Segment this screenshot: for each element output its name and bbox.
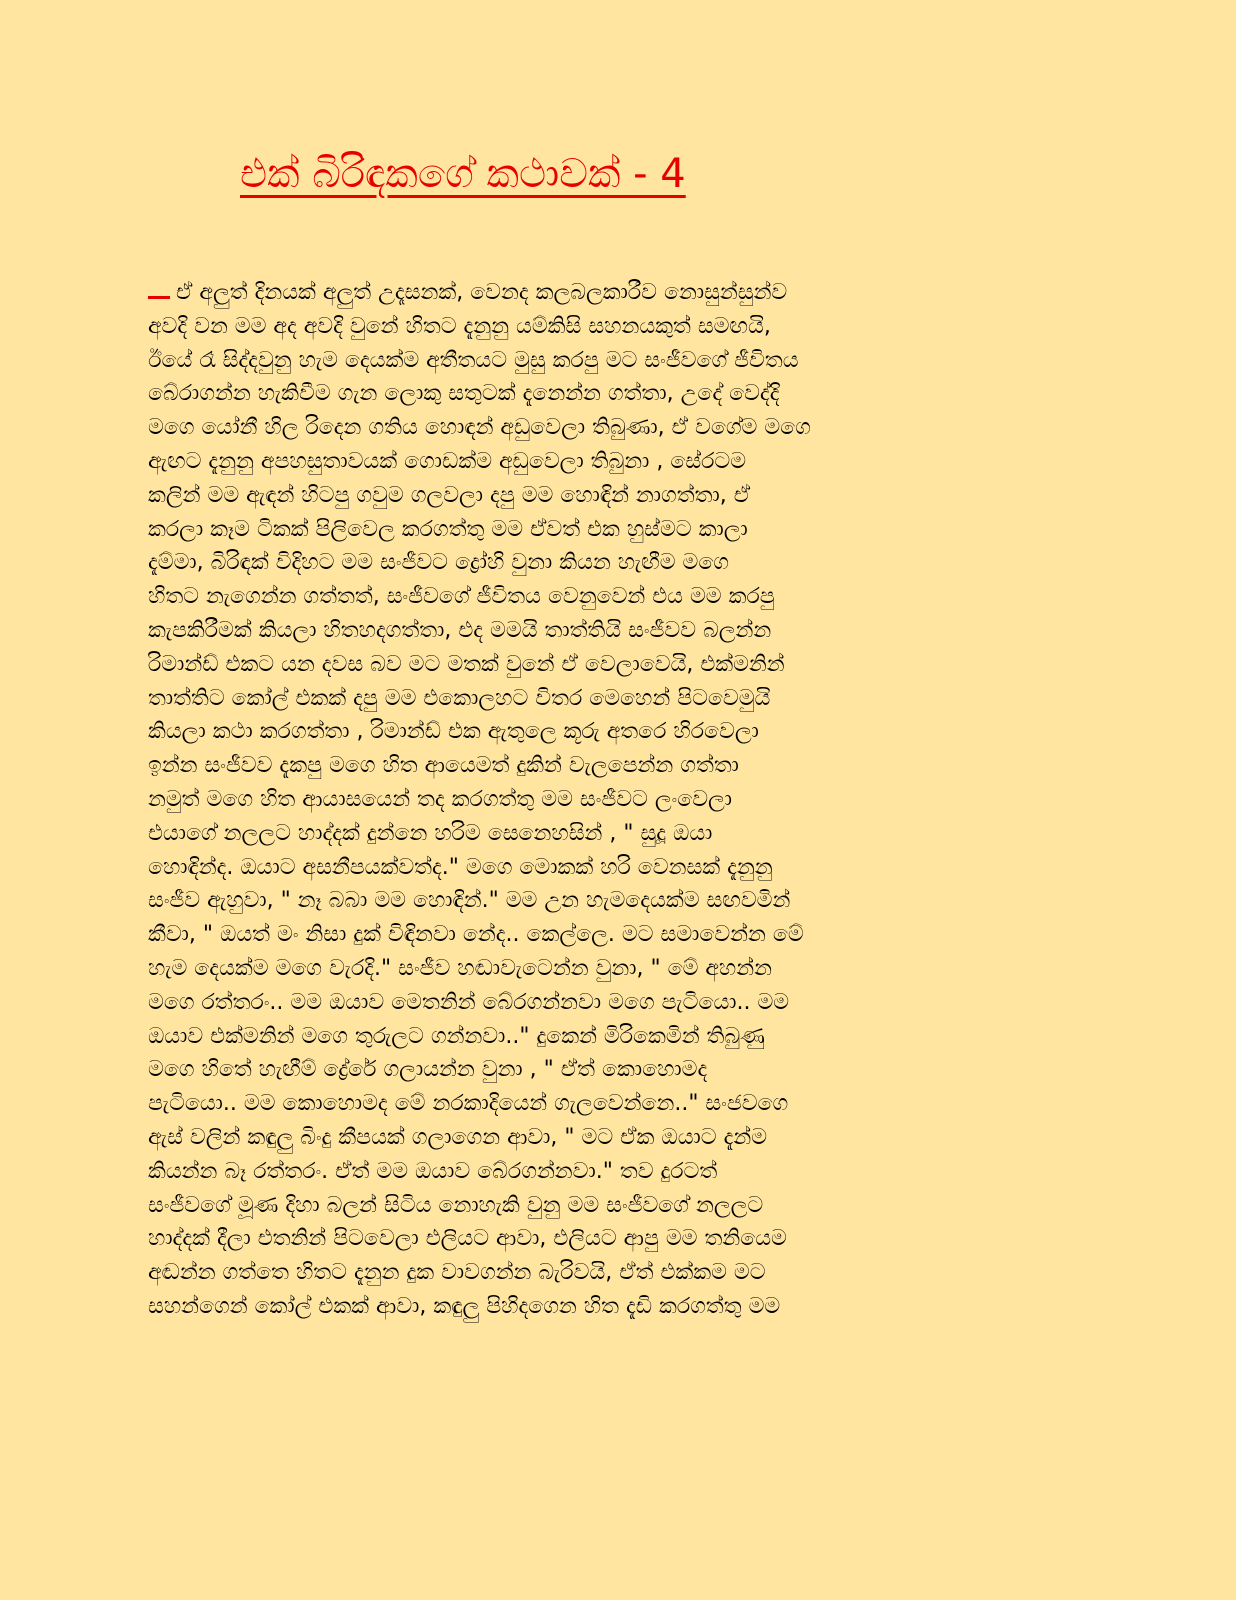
text-line-content: කීවා, " ඔයත් මං නිසා දුක් විඳිනවා නේද.. කෙල්ලෙ. මට සමාවෙන්න මේ (148, 922, 804, 948)
text-line-content: තාත්තිට කෝල් එකක් දපු මම එකොලහට විතර මෙහෙන් පිටවෙමුයි (148, 685, 771, 711)
text-line-content: සංජීවගේ මූණ දිහා බලන් සිටිය නොහැකි වුනු මම සංජීවගේ නලලට (148, 1192, 764, 1218)
text-line-content: ඇස් වලින් කඳුලු බිංදු කීපයක් ගලාගෙන ආවා, " මට ඒක ඔයාට දැන්ම (148, 1124, 768, 1150)
text-line-content: නමුත් මගෙ හිත ආයාසයෙන් තද කරගත්තු මම සංජීවට ලංවෙලා (148, 786, 733, 812)
text-line-content: කැපකිරීමක් කියලා හිතහදගත්තා, එද මමයි තාත්තියි සංජීවව බලන්න (148, 617, 772, 643)
text-line-content: සහන්ගෙන් කෝල් එකක් ආවා, කඳුලු පිහිදගෙන හිත දැඩි කරගත්තු මම (148, 1293, 781, 1319)
text-line (148, 648, 1092, 682)
text-line-content: සංජීව ඇහුවා, " නෑ බබා මම හොඳින්." මම උන හැමදෙයක්ම සඟවමින් (148, 888, 791, 914)
text-line (148, 1189, 1092, 1223)
text-line (148, 310, 1092, 344)
text-line-content: පැටියො.. මම කොහොමද මේ නරකාදියෙන් ගැලවෙන්නෙ.." සංජවගෙ (148, 1091, 789, 1117)
text-line-content: හොඳින්ද. ඔයාට අසනීපයක්වත්ද." මගෙ මොකක් හරි වෙනසක් දැනුනු (148, 854, 773, 880)
text-line (148, 614, 1092, 648)
text-line-content: කලින් මම ඇඳන් හිටපු ගවුම ගලවලා දපු මම හොඳින් නාගත්තා, ඒ (148, 482, 751, 508)
text-line (148, 580, 1092, 614)
text-line-content: හැම දෙයක්ම මගෙ වැරදි." සංජීව හඬාවැටෙන්න වුනා, " මේ අහන්න (148, 955, 772, 981)
text-line (148, 276, 1092, 310)
text-line-content: ඔයාව එක්මනින් මගෙ තුරුලට ගන්නවා.." දුකෙන් මිරිකෙමින් තිබුණු (148, 1023, 765, 1049)
text-line (148, 918, 1092, 952)
paragraph-start-marker (148, 296, 170, 299)
text-line-content: ඒ අලුත් දිනයක් අලුත් උදෑසනක්, වෙනද කලබලකාරීව නොසුන්සුන්ව (176, 280, 788, 305)
text-line (148, 682, 1092, 716)
text-line (148, 411, 1092, 445)
text-line (148, 749, 1092, 783)
text-line-content: මගෙ යෝනී හිල රිදෙන ගතිය හොඳන් අඩුවෙලා තිබුණා, ඒ වගේම මගෙ (148, 415, 811, 441)
text-line (148, 715, 1092, 749)
text-line (148, 1087, 1092, 1121)
text-line-content: අවදි වන මම අද අවදි වුනේ හිතට දැනුනු යම්කිසි සහනයකුත් සමඟයි, (148, 313, 771, 339)
text-line (148, 546, 1092, 580)
text-line (148, 377, 1092, 411)
text-line (148, 783, 1092, 817)
text-line (148, 445, 1092, 479)
text-line (148, 952, 1092, 986)
story-body (148, 276, 1092, 1324)
text-line-content: මගෙ හිතේ හැඟීම් ද්‍රේරේ ගලායන්න වුනා , " ඒත් කොහොමද (148, 1057, 708, 1083)
text-line-content: බේරාගන්න හැකිවීම ගැන ලොකු සතුටක් දැනෙන්න ගත්තා, උදේ වෙද්දි (148, 381, 780, 407)
text-line (148, 1222, 1092, 1256)
text-line (148, 1290, 1092, 1324)
text-line-content: කරලා කෑම ටිකක් පිලිවෙල කරගත්තු මම ඒවත් එක හුස්මට කාලා (148, 516, 748, 542)
text-line-content: ඊයේ රෑ සිද්දවුනු හැම දෙයක්ම අතීතයට මුසු කරපු මට සංජීවගේ ජීවිතය (148, 347, 799, 373)
page-title: එක් බිරිඳකගේ කථාවක් - 4 (240, 151, 686, 197)
text-line (148, 479, 1092, 513)
text-line-content: කියලා කථා කරගත්තා , රිමාන්ඩ් එක ඇතුලෙ කූරු අතරෙ හිරවෙලා (148, 719, 759, 745)
text-line (148, 513, 1092, 547)
text-line-content: දැම්මා, බිරිඳක් විදිහට මම සංජීවට ද්‍රෝහි වුනා කියන හැඟීම මගෙ (148, 550, 730, 576)
text-line (148, 1020, 1092, 1054)
text-line-content: රිමාන්ඩ් එකට යන දවස බව මට මතක් වුනේ ඒ වෙලාවෙයි, එක්මනින් (148, 651, 785, 677)
text-line (148, 1121, 1092, 1155)
text-line-content: එයාගේ නලලට හාද්දක් දුන්නෙ හරිම සෙනෙහසින් , " සුදූ ඔයා (148, 820, 713, 846)
text-line-content: ඉන්න සංජීවව දැකපු මගෙ හිත ආයෙමත් දුකින් වැලපෙන්න ගත්තා (148, 753, 739, 779)
text-line-content: ඇඟට දැනුනු අපහසුතාවයක් ගොඩක්ම අඩුවෙලා තිබුනා , සේරටම (148, 448, 747, 474)
text-line (148, 884, 1092, 918)
text-line (148, 851, 1092, 885)
text-line (148, 1256, 1092, 1290)
text-line-content: හිතට නැගෙන්න ගත්තත්, සංජීවගේ ජීවිතය වෙනුවෙන් එය මම කරපු (148, 584, 775, 610)
text-line (148, 986, 1092, 1020)
text-line (148, 344, 1092, 378)
text-line-content: අඬන්න ගත්තෙ හිතට දැනුන දුක වාවගන්න බැරිවයි, ඒත් එක්කම මට (148, 1260, 766, 1286)
text-line-content: හාද්දක් දීලා එතනින් පිටවෙලා එලියට ආවා, එලියට ආපු මම තනියෙම (148, 1226, 787, 1252)
text-line-content: මගෙ රත්තරං.. මම ඔයාව මෙතනින් බේරගන්නවා මගෙ පැටියො.. මම (148, 989, 790, 1015)
text-line (148, 1155, 1092, 1189)
text-line (148, 817, 1092, 851)
text-line (148, 1053, 1092, 1087)
text-line-content: කියන්න බෑ රත්තරං. ඒත් මම ඔයාව බේරගන්නවා." තව දුරටත් (148, 1158, 718, 1184)
